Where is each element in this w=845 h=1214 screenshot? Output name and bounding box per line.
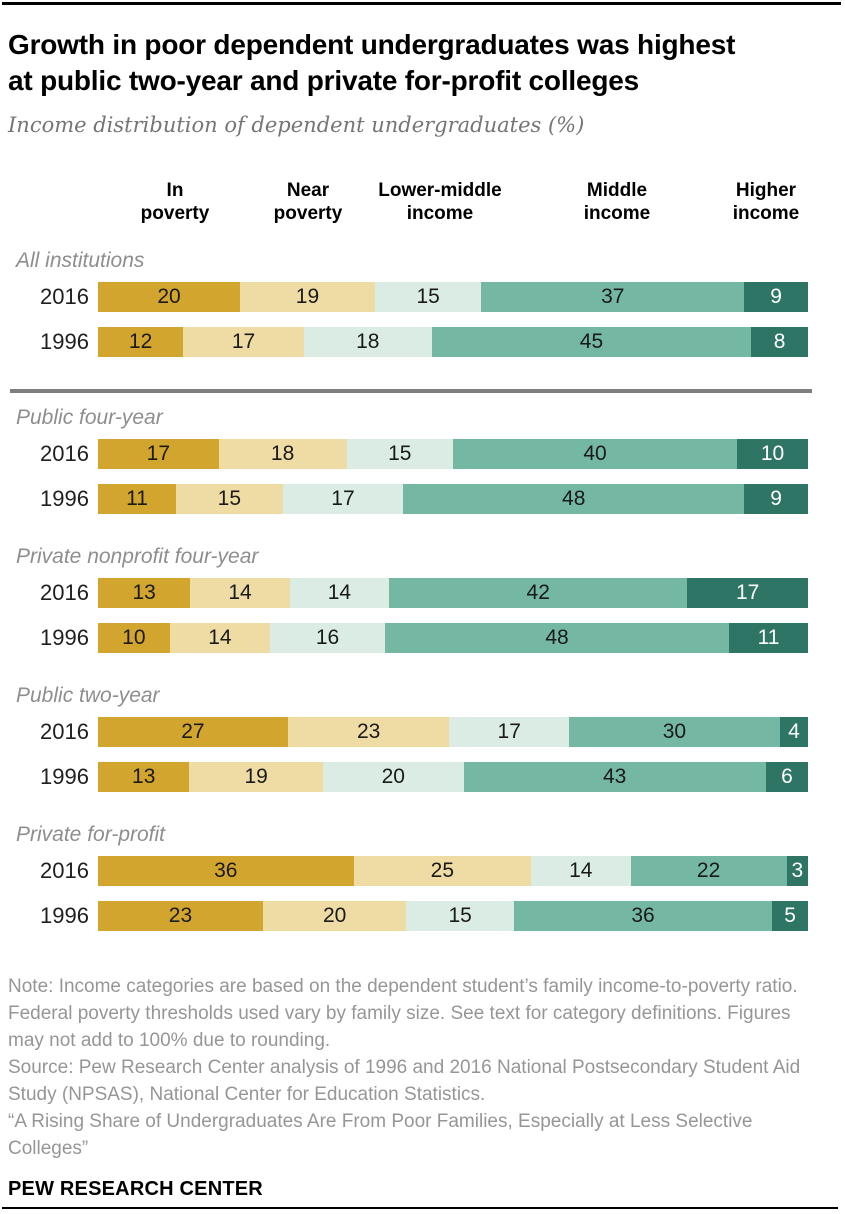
year-label: 2016: [40, 580, 89, 605]
stacked-bar: [98, 856, 808, 886]
stacked-bar-chart: [0, 250, 845, 931]
column-header-near-poverty: Near poverty: [273, 180, 343, 224]
bar-segment-higher-income: 4: [780, 717, 808, 747]
stacked-bar: [98, 762, 808, 792]
bar-segment-lower-middle-income: 17: [449, 717, 569, 747]
bar-row-2016: [0, 717, 845, 747]
bar-segment-near-poverty: 19: [240, 282, 375, 312]
bar-segment-middle-income: 40: [453, 439, 737, 469]
bar-segment-middle-income: 48: [403, 484, 744, 514]
year-label: 1996: [40, 329, 89, 354]
stacked-bar: [98, 901, 808, 931]
bar-segment-near-poverty: 20: [263, 901, 406, 931]
bar-segment-middle-income: 30: [569, 717, 780, 747]
year-label: 1996: [40, 903, 89, 928]
bar-segment-in-poverty: 12: [98, 327, 183, 357]
stacked-bar: [98, 327, 808, 357]
stacked-bar: [98, 717, 808, 747]
bar-segment-in-poverty: 17: [98, 439, 219, 469]
bar-segment-lower-middle-income: 18: [304, 327, 432, 357]
year-label: 2016: [40, 858, 89, 883]
bar-row-1996: [0, 484, 845, 514]
bar-segment-near-poverty: 19: [189, 762, 323, 792]
bar-segment-higher-income: 11: [729, 623, 808, 653]
bar-segment-near-poverty: 14: [190, 578, 289, 608]
bar-row-2016: [0, 439, 845, 469]
stacked-bar: [98, 439, 808, 469]
column-header-higher-income: Higher income: [732, 180, 800, 224]
year-label: 2016: [40, 441, 89, 466]
bar-segment-lower-middle-income: 14: [531, 856, 630, 886]
bar-segment-in-poverty: 13: [98, 578, 190, 608]
bar-segment-lower-middle-income: 14: [290, 578, 389, 608]
bar-segment-higher-income: 9: [744, 484, 808, 514]
year-label: 1996: [40, 625, 89, 650]
report-title-text: “A Rising Share of Undergraduates Are From Poor Families, Especially at Less Selective Colleges”: [8, 1111, 753, 1159]
bar-segment-lower-middle-income: 17: [283, 484, 404, 514]
bar-segment-in-poverty: 27: [98, 717, 288, 747]
bar-segment-near-poverty: 14: [170, 623, 270, 653]
bar-row-1996: [0, 762, 845, 792]
bar-segment-near-poverty: 23: [288, 717, 450, 747]
stacked-bar: [98, 282, 808, 312]
chart-subtitle: Income distribution of dependent undergraduates (%): [8, 113, 585, 137]
year-label: 2016: [40, 719, 89, 744]
bar-segment-near-poverty: 15: [176, 484, 283, 514]
column-header-lower-middle-income: Lower-middle income: [378, 180, 502, 224]
bar-segment-in-poverty: 23: [98, 901, 263, 931]
group-label: All institutions: [16, 249, 145, 272]
bar-segment-middle-income: 42: [389, 578, 687, 608]
group-label: Public two-year: [16, 684, 160, 707]
pew-research-center-wordmark: PEW RESEARCH CENTER: [8, 1178, 263, 1200]
bar-segment-near-poverty: 17: [183, 327, 304, 357]
bar-segment-middle-income: 43: [464, 762, 766, 792]
column-header-in-poverty: In poverty: [140, 180, 210, 224]
chart-group-private-nonprofit-four-year: [0, 546, 845, 653]
bar-segment-middle-income: 48: [385, 623, 729, 653]
bar-segment-in-poverty: 11: [98, 484, 176, 514]
chart-group-all-institutions: [0, 250, 845, 357]
bar-segment-middle-income: 37: [481, 282, 744, 312]
bar-segment-lower-middle-income: 16: [270, 623, 385, 653]
group-label: Private nonprofit four-year: [16, 545, 259, 568]
bar-segment-higher-income: 8: [751, 327, 808, 357]
bar-segment-near-poverty: 18: [219, 439, 347, 469]
stacked-bar: [98, 578, 808, 608]
source-text: Source: Pew Research Center analysis of 1996 and 2016 National Postsecondary Student Aid Study (NPSAS), National Center for Education Statistics.: [8, 1057, 801, 1105]
bar-row-1996: [0, 901, 845, 931]
year-label: 2016: [40, 284, 89, 309]
bar-segment-higher-income: 9: [744, 282, 808, 312]
note-text: Note: Income categories are based on the dependent student’s family income-to-poverty ratio. Federal poverty thresholds used vary by family size. See text for category definitions. Figures may not add to 100% due to rounding.: [8, 976, 798, 1051]
bar-segment-in-poverty: 20: [98, 282, 240, 312]
bottom-rule: [2, 1207, 838, 1209]
bar-row-1996: [0, 623, 845, 653]
stacked-bar: [98, 623, 808, 653]
group-label: Public four-year: [16, 406, 163, 429]
stacked-bar: [98, 484, 808, 514]
bar-segment-middle-income: 36: [514, 901, 772, 931]
chart-group-private-for-profit: [0, 824, 845, 931]
group-label: Private for-profit: [16, 823, 165, 846]
bar-segment-middle-income: 22: [631, 856, 787, 886]
bar-segment-in-poverty: 10: [98, 623, 170, 653]
page-title: Growth in poor dependent undergraduates was highest at public two-year and private for-profit colleges: [8, 29, 736, 96]
bar-segment-lower-middle-income: 20: [323, 762, 464, 792]
bar-segment-higher-income: 5: [772, 901, 808, 931]
chart-group-public-four-year: [0, 407, 845, 514]
column-headers: [0, 179, 845, 226]
footnotes: [0, 973, 815, 1201]
bar-row-2016: [0, 578, 845, 608]
top-rule: [2, 2, 841, 5]
bar-row-2016: [0, 856, 845, 886]
bar-segment-in-poverty: 36: [98, 856, 354, 886]
bar-row-1996: [0, 327, 845, 357]
bar-segment-near-poverty: 25: [354, 856, 532, 886]
bar-segment-lower-middle-income: 15: [375, 282, 482, 312]
bar-row-2016: [0, 282, 845, 312]
bar-segment-in-poverty: 13: [98, 762, 189, 792]
chart-group-public-two-year: [0, 685, 845, 792]
year-label: 1996: [40, 486, 89, 511]
bar-segment-lower-middle-income: 15: [406, 901, 514, 931]
bar-segment-middle-income: 45: [432, 327, 752, 357]
bar-segment-lower-middle-income: 15: [347, 439, 454, 469]
bar-segment-higher-income: 10: [737, 439, 808, 469]
bar-segment-higher-income: 6: [766, 762, 808, 792]
column-header-middle-income: Middle income: [583, 180, 651, 224]
year-label: 1996: [40, 764, 89, 789]
bar-segment-higher-income: 17: [687, 578, 808, 608]
section-divider: [10, 389, 812, 393]
bar-segment-higher-income: 3: [787, 856, 808, 886]
